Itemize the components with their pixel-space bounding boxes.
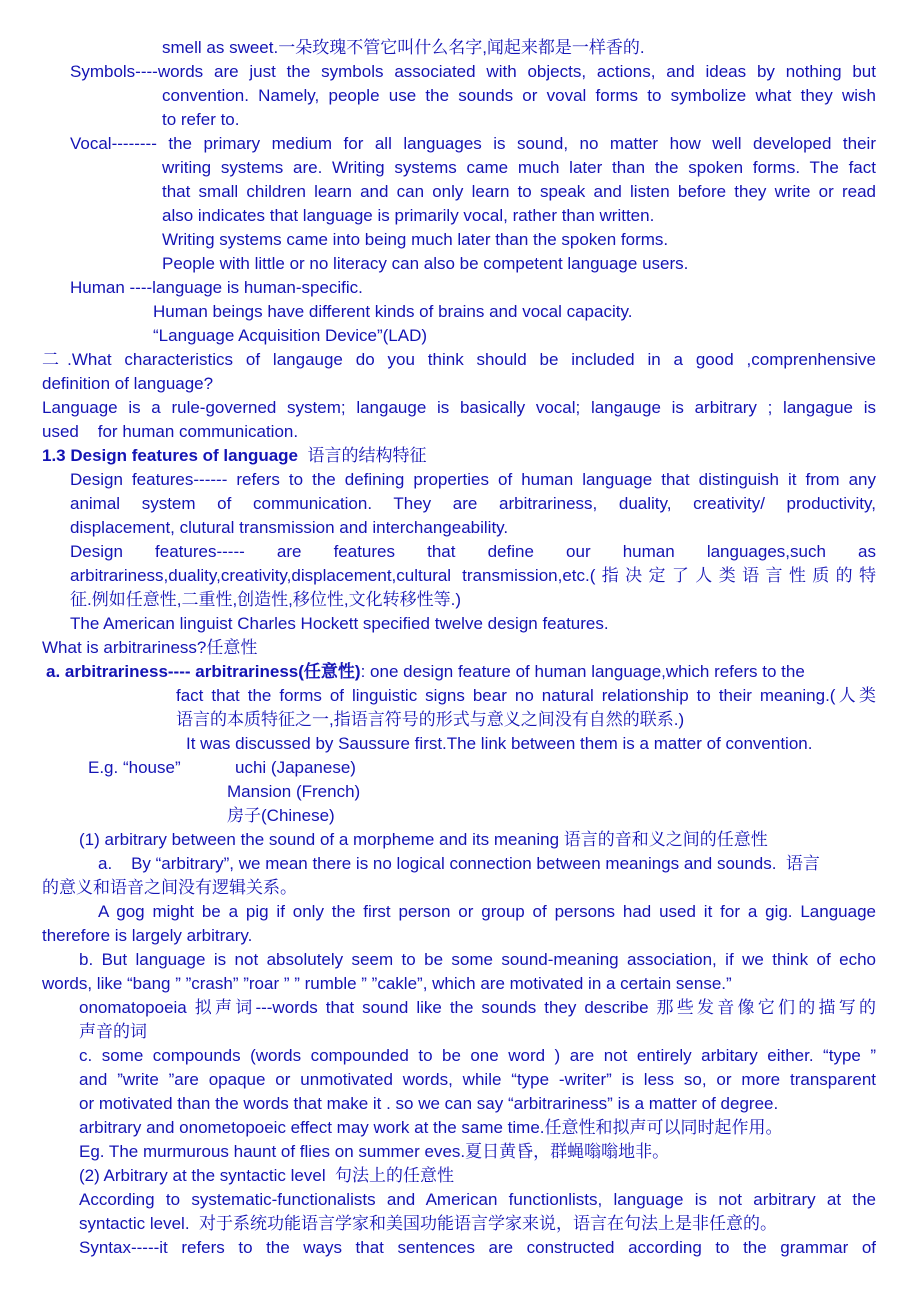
text-line: A gog might be a pig if only the first person or group of persons had used it for a gig. Language	[98, 902, 876, 921]
text-line: or motivated than the words that make it . so we can say “arbitrariness” is a matter of degree.	[79, 1094, 779, 1113]
text-line: convention. Namely, people use the sounds or voval forms to symbolize what they wish	[162, 86, 876, 105]
text-line: 二.What characteristics of langauge do you think should be included in a good ,comprenhensive	[42, 350, 876, 369]
text-line: also indicates that language is primarily vocal, rather than written.	[162, 206, 655, 225]
text-line: People with little or no literacy can also be competent language users.	[162, 254, 689, 273]
text-line: used for human communication.	[42, 422, 299, 441]
text-line: Design features----- are features that define our human languages,such as	[70, 542, 876, 561]
text-line: writing systems are. Writing systems came much later than the spoken forms. The fact	[162, 158, 876, 177]
text-line: therefore is largely arbitrary.	[42, 926, 253, 945]
text-line: 征.例如任意性,二重性,创造性,移位性,文化转移性等.)	[70, 590, 461, 609]
text-line: to refer to.	[162, 110, 240, 129]
text-line: syntactic level. 对于系统功能语言学家和美国功能语言学家来说，语言在句法上是非任意的。	[79, 1214, 777, 1233]
text-line: uchi (Japanese)	[235, 758, 356, 777]
text-line: smell as sweet.一朵玫瑰不管它叫什么名字,闻起来都是一样香的.	[162, 38, 645, 57]
text-line: Syntax-----it refers to the ways that sentences are constructed according to the grammar of	[79, 1238, 876, 1257]
text-line: and ”write ”are opaque or unmotivated words, while “type -writer” is less so, or more transparent	[79, 1070, 876, 1089]
text-line: Language is a rule-governed system; langauge is basically vocal; langauge is arbitrary ; langague is	[42, 398, 876, 417]
definition-line	[46, 660, 805, 684]
text-line: 语言的本质特征之一,指语言符号的形式与意义之间没有自然的联系.)	[176, 710, 685, 729]
text-line: a. By “arbitrary”, we mean there is no logical connection between meanings and sounds. 语言	[98, 854, 820, 873]
heading-text: 语言的结构特征	[298, 446, 427, 465]
definition-text: : one design feature of human language,which refers to the	[360, 662, 805, 681]
heading-bold: 1.3 Design features of language	[42, 446, 299, 465]
text-line: Writing systems came into being much later than the spoken forms.	[162, 230, 669, 249]
text-line: The American linguist Charles Hockett specified twelve design features.	[70, 614, 609, 633]
term-bold: a. arbitrariness---- arbitrariness(任意性)	[46, 662, 361, 681]
text-line: displacement, clutural transmission and interchangeability.	[70, 518, 509, 537]
text-line: It was discussed by Saussure first.The link between them is a matter of convention.	[186, 734, 813, 753]
text-line: (1) arbitrary between the sound of a morpheme and its meaning 语言的音和义之间的任意性	[79, 830, 768, 849]
text-line: According to systematic-functionalists and American functionlists, language is not arbitrary at the	[79, 1190, 876, 1209]
text-line: Vocal-------- the primary medium for all languages is sound, no matter how well developed their	[70, 134, 876, 153]
text-line: 声音的词	[79, 1022, 147, 1041]
text-line: 房子(Chinese)	[227, 806, 335, 825]
text-line: E.g. “house”	[88, 758, 181, 777]
text-line: arbitrary and onometopoeic effect may work at the same time.任意性和拟声可以同时起作用。	[79, 1118, 783, 1137]
text-line: Mansion (French)	[227, 782, 361, 801]
text-line: words, like “bang ” ”crash” ”roar ” ” rumble ” ”cakle”, which are motivated in a certain sense.”	[42, 974, 732, 993]
text-line: that small children learn and can only learn to speak and listen before they write or read	[162, 182, 876, 201]
text-line: “Language Acquisition Device”(LAD)	[153, 326, 428, 345]
text-line: Design features------ refers to the defining properties of human language that distinguish it from any	[70, 470, 876, 489]
section-heading	[42, 444, 426, 468]
text-line: fact that the forms of linguistic signs bear no natural relationship to their meaning.(人类	[176, 686, 876, 705]
text-line: arbitrariness,duality,creativity,displacement,cultural transmission,etc.(指决定了人类语言性质的特	[70, 566, 876, 585]
text-line: 的意义和语音之间没有逻辑关系。	[42, 878, 297, 897]
text-line: Symbols----words are just the symbols associated with objects, actions, and ideas by nothing but	[70, 62, 876, 81]
text-line: c. some compounds (words compounded to be one word ) are not entirely arbitary either. “type ”	[79, 1046, 876, 1065]
text-line: animal system of communication. They are arbitrariness, duality, creativity/ productivity,	[70, 494, 876, 513]
text-line: Eg. The murmurous haunt of flies on summer eves.夏日黄昏，群蝇嗡嗡地非。	[79, 1142, 670, 1161]
text-line: What is arbitrariness?任意性	[42, 638, 258, 657]
text-line: onomatopoeia 拟声词---words that sound like the sounds they describe 那些发音像它们的描写的	[79, 998, 876, 1017]
text-line: definition of language?	[42, 374, 214, 393]
text-line: Human beings have different kinds of brains and vocal capacity.	[153, 302, 633, 321]
text-line: Human ----language is human-specific.	[70, 278, 363, 297]
text-line: (2) Arbitrary at the syntactic level 句法上的任意性	[79, 1166, 455, 1185]
text-line: b. But language is not absolutely seem to be some sound-meaning association, if we think of echo	[79, 950, 876, 969]
